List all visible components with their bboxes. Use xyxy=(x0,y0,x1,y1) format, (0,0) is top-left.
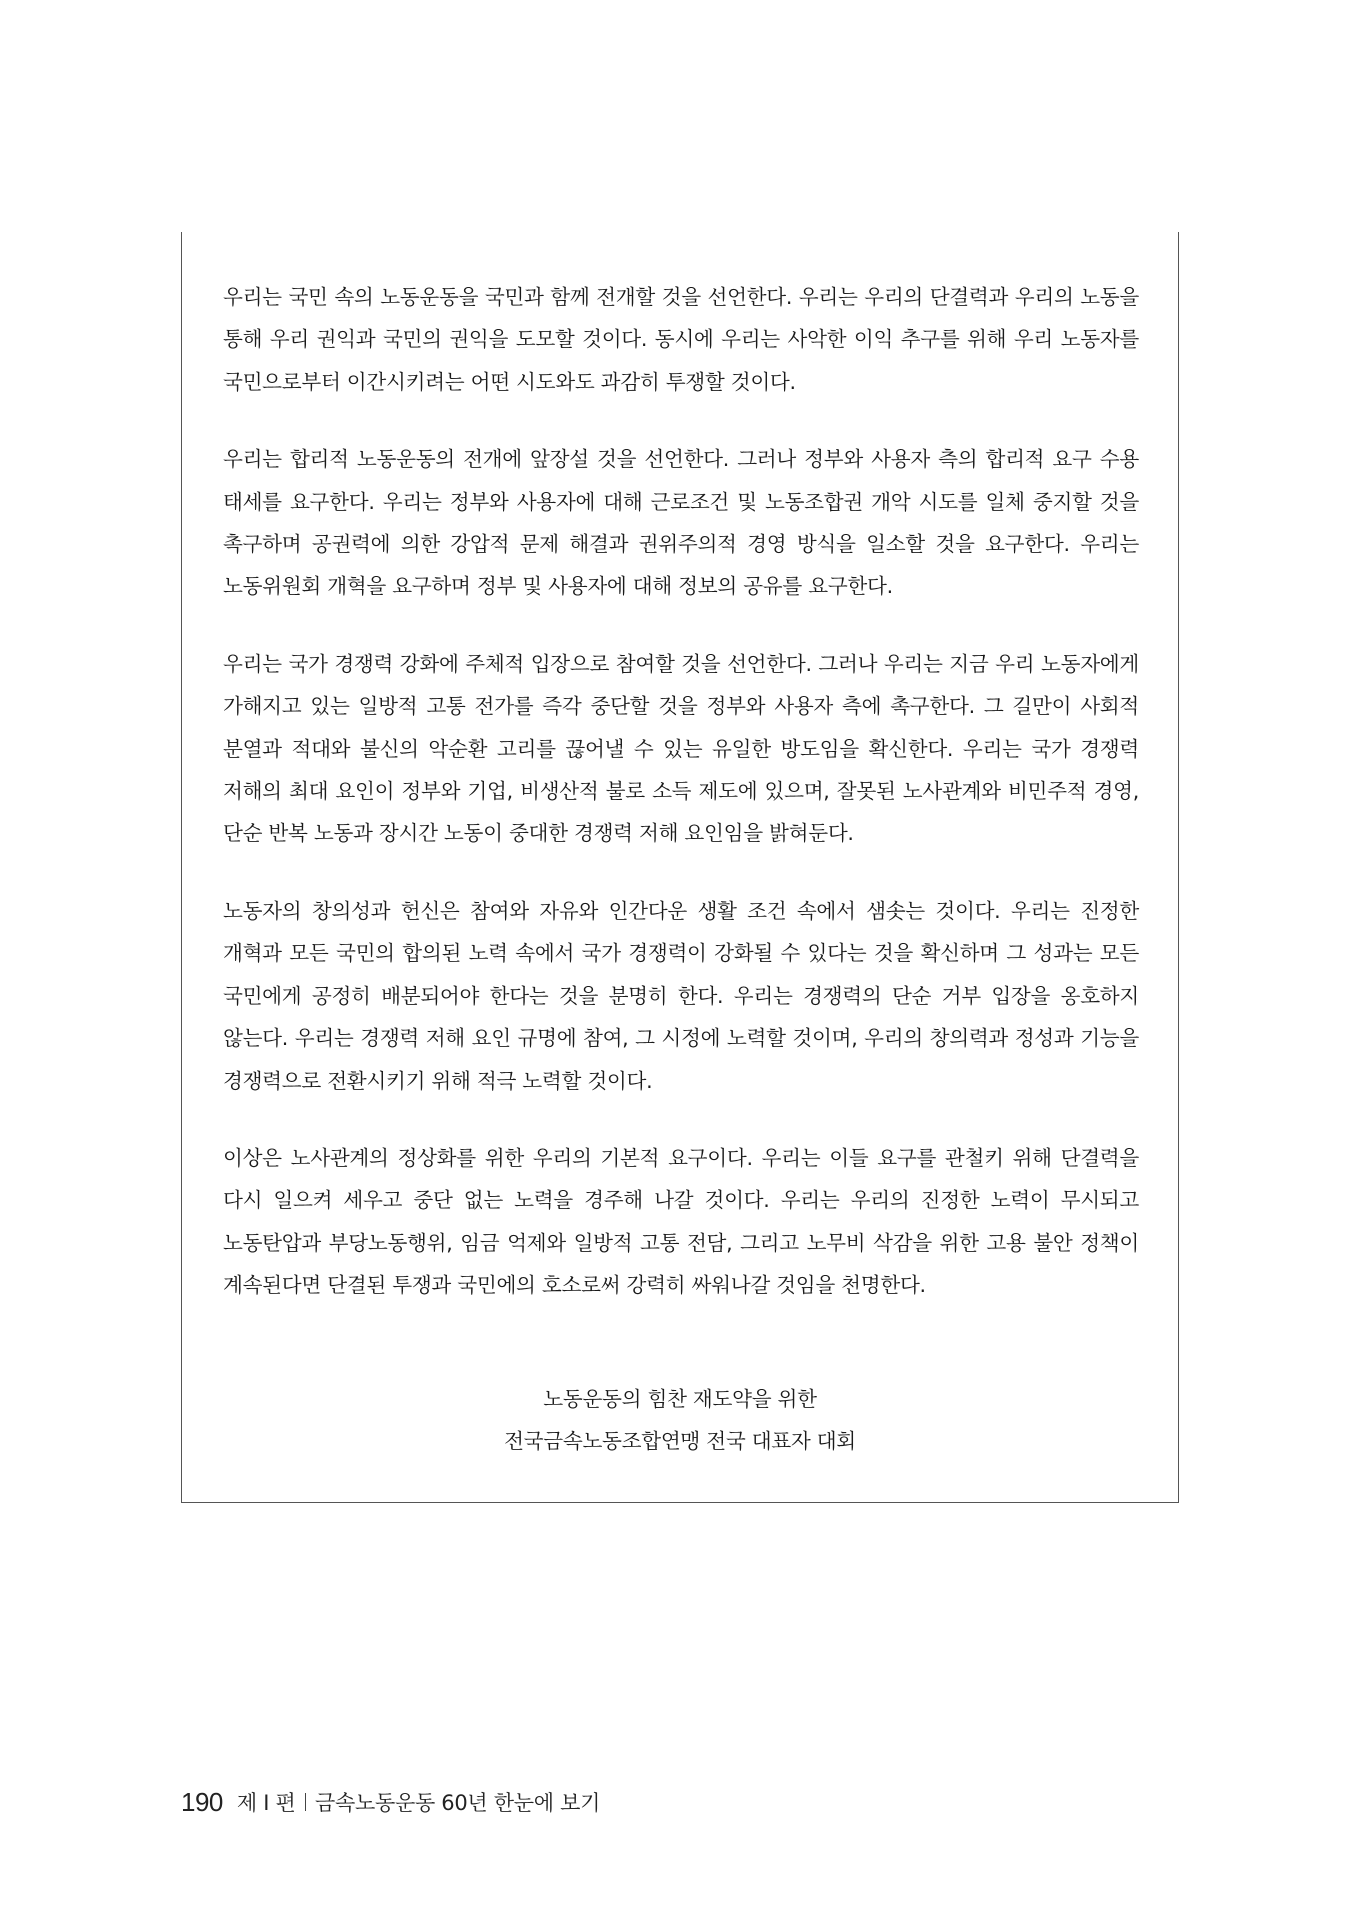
page-footer xyxy=(181,1782,600,1822)
declaration-box xyxy=(181,232,1179,1503)
signature-block xyxy=(182,1378,1178,1463)
footer-part-label: 제 I 편 xyxy=(236,1791,296,1815)
declaration-paragraph-5: 이상은 노사관계의 정상화를 위한 우리의 기본적 요구이다. 우리는 이들 요구를 관철키 위해 단결력을 다시 일으켜 세우고 중단 없는 노력을 경주해 나갈 것이다. 우리는 우리의 진정한 노력이 무시되고 노동탄압과 부당노동행위, 임금 억제와 일방적 고통 전담, 그리고 노무비 삭감을 위한 고용 불안 정책이 계속된다면 단결된 투쟁과 국민에의 호소로써 강력히 싸워나갈 것임을 천명한다. xyxy=(223,1145,1139,1298)
declaration-paragraph-1: 우리는 국민 속의 노동운동을 국민과 함께 전개할 것을 선언한다. 우리는 우리의 단결력과 우리의 노동을 통해 우리 권익과 국민의 권익을 도모할 것이다. 동시에 우리는 사악한 이익 추구를 위해 우리 노동자를 국민으로부터 이간시키려는 어떤 시도와도 과감히 투쟁할 것이다. xyxy=(223,285,1139,394)
footer-divider xyxy=(305,1793,307,1811)
page-number: 190 xyxy=(181,1786,223,1817)
footer-book-title: 금속노동운동 60년 한눈에 보기 xyxy=(315,1791,601,1815)
declaration-paragraph-2: 우리는 합리적 노동운동의 전개에 앞장설 것을 선언한다. 그러나 정부와 사용자 측의 합리적 요구 수용 태세를 요구한다. 우리는 정부와 사용자에 대해 근로조건 및 노동조합권 개악 시도를 일체 중지할 것을 촉구하며 공권력에 의한 강압적 문제 해결과 권위주의적 경영 방식을 일소할 것을 요구한다. 우리는 노동위원회 개혁을 요구하며 정부 및 사용자에 대해 정보의 공유를 요구한다. xyxy=(223,447,1139,599)
declaration-body xyxy=(223,276,1139,1342)
declaration-paragraph-3: 우리는 국가 경쟁력 강화에 주체적 입장으로 참여할 것을 선언한다. 그러나 우리는 지금 우리 노동자에게 가해지고 있는 일방적 고통 전가를 즉각 중단할 것을 정부와 사용자 측에 촉구한다. 그 길만이 사회적 분열과 적대와 불신의 악순환 고리를 끊어낼 수 있는 유일한 방도임을 확신한다. 우리는 국가 경쟁력 저해의 최대 요인이 정부와 기업, 비생산적 불로 소득 제도에 있으며, 잘못된 노사관계와 비민주적 경영, 단순 반복 노동과 장시간 노동이 중대한 경쟁력 저해 요인임을 밝혀둔다. xyxy=(223,651,1139,846)
signature-line-1: 노동운동의 힘찬 재도약을 위한 xyxy=(543,1387,817,1411)
signature-line-2: 전국금속노동조합연맹 전국 대표자 대회 xyxy=(504,1429,856,1454)
declaration-paragraph-4: 노동자의 창의성과 헌신은 참여와 자유와 인간다운 생활 조건 속에서 샘솟는 것이다. 우리는 진정한 개혁과 모든 국민의 합의된 노력 속에서 국가 경쟁력이 강화될 수 있다는 것을 확신하며 그 성과는 모든 국민에게 공정히 배분되어야 한다는 것을 분명히 한다. 우리는 경쟁력의 단순 거부 입장을 옹호하지 않는다. 우리는 경쟁력 저해 요인 규명에 참여, 그 시정에 노력할 것이며, 우리의 창의력과 정성과 기능을 경쟁력으로 전환시키기 위해 적극 노력할 것이다. xyxy=(223,898,1139,1093)
